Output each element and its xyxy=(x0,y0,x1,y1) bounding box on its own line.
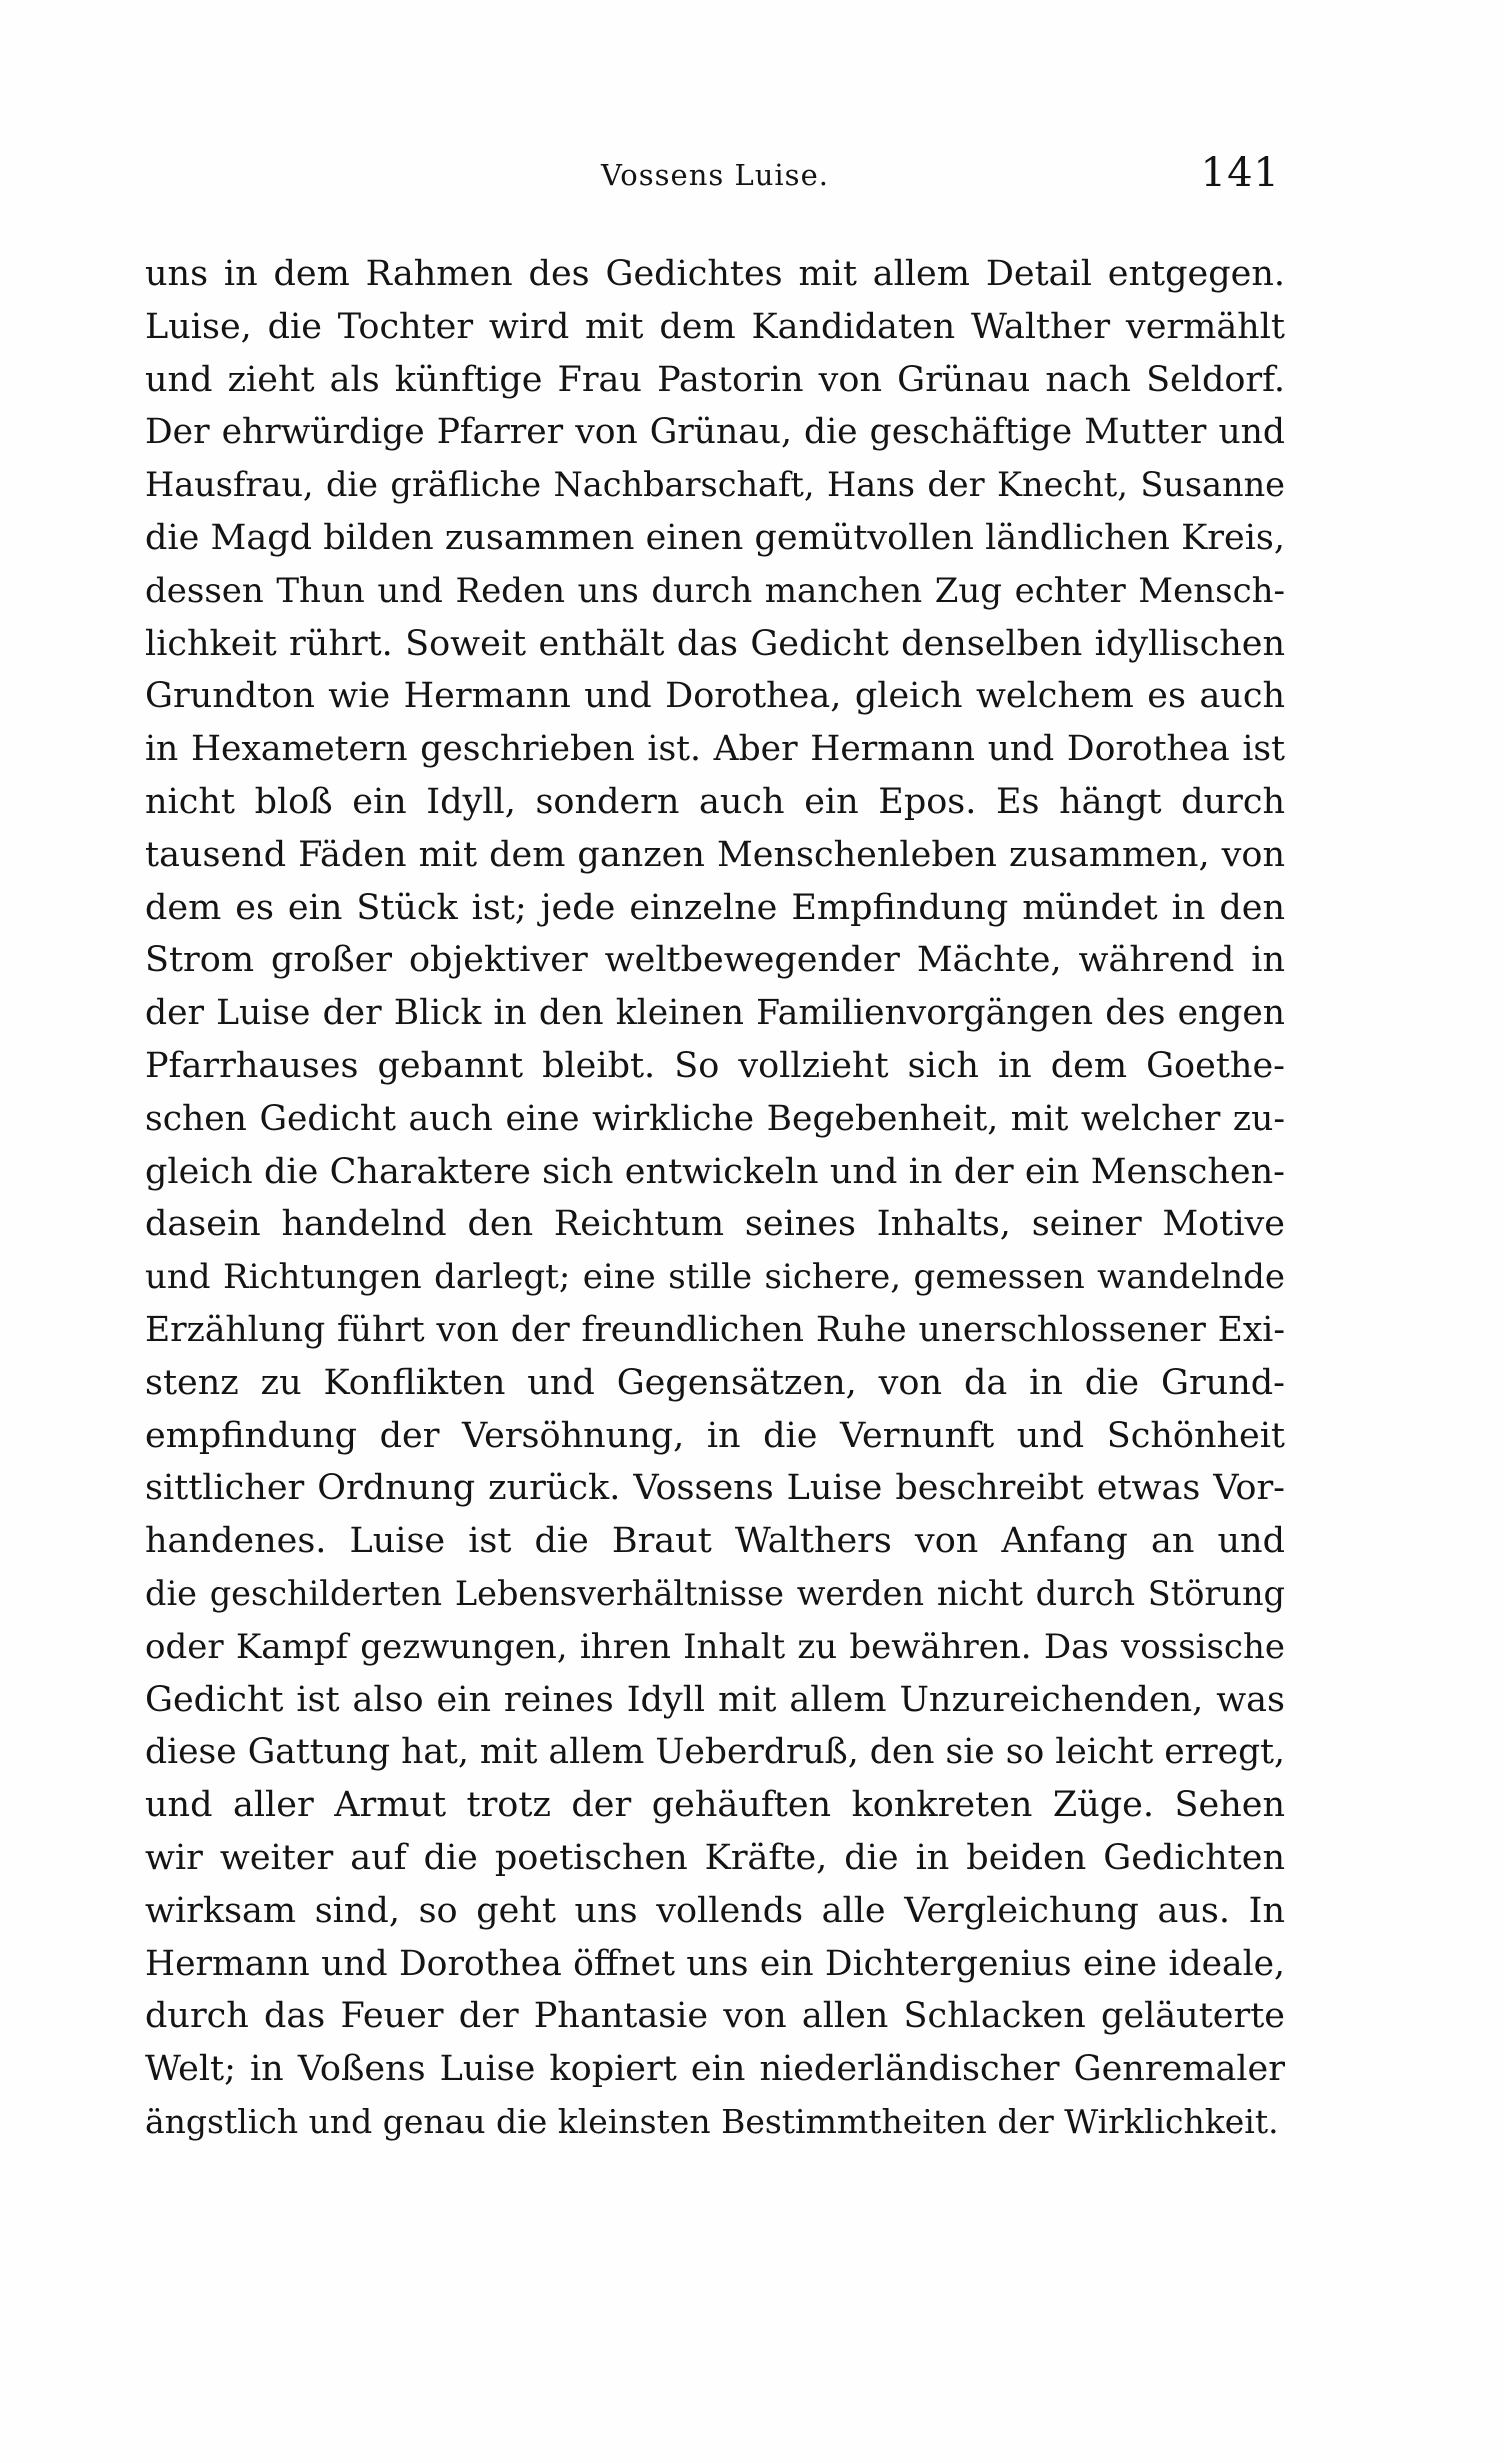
text-line: stenz zu Konflikten und Gegensätzen, von da in die Grund- xyxy=(145,1362,1285,1403)
text-line: Pfarrhauses gebannt bleibt. So vollzieht sich in dem Goethe- xyxy=(145,1045,1285,1086)
text-line: die Magd bilden zusammen einen gemütvollen ländlichen Kreis, xyxy=(145,517,1285,558)
running-head: Vossens Luise. xyxy=(601,158,829,192)
text-line: Grundton wie Hermann und Dorothea, gleich welchem es auch xyxy=(145,676,1285,717)
text-line: schen Gedicht auch eine wirkliche Begebenheit, mit welcher zu- xyxy=(145,1098,1285,1139)
text-line: der Luise der Blick in den kleinen Familienvorgängen des engen xyxy=(145,993,1285,1034)
text-line: durch das Feuer der Phantasie von allen Schlacken geläuterte xyxy=(145,1996,1285,2037)
text-line: Luise, die Tochter wird mit dem Kandidaten Walther vermählt xyxy=(145,306,1285,347)
text-line: sittlicher Ordnung zurück. Vossens Luise beschreibt etwas Vor- xyxy=(145,1468,1285,1509)
text-line: uns in dem Rahmen des Gedichtes mit allem Detail entgegen. xyxy=(145,254,1285,294)
text-line: diese Gattung hat, mit allem Ueberdruß, den sie so leicht erregt, xyxy=(145,1732,1285,1773)
text-line: lichkeit rührt. Soweit enthält das Gedicht denselben idyllischen xyxy=(145,623,1285,664)
text-line: gleich die Charaktere sich entwickeln und in der ein Menschen- xyxy=(145,1151,1285,1192)
body-text xyxy=(145,248,1285,2149)
text-line: wirksam sind, so geht uns vollends alle Vergleichung aus. In xyxy=(145,1890,1285,1931)
text-line: dasein handelnd den Reichtum seines Inhalts, seiner Motive xyxy=(145,1204,1285,1245)
text-line: Der ehrwürdige Pfarrer von Grünau, die geschäftige Mutter und xyxy=(145,412,1285,453)
text-line: Gedicht ist also ein reines Idyll mit allem Unzureichenden, was xyxy=(145,1679,1285,1720)
text-line: die geschilderten Lebensverhältnisse werden nicht durch Störung xyxy=(145,1573,1285,1613)
text-line: nicht bloß ein Idyll, sondern auch ein Epos. Es hängt durch xyxy=(145,781,1285,822)
text-line: Hermann und Dorothea öffnet uns ein Dichtergenius eine ideale, xyxy=(145,1943,1285,1984)
text-line: und Richtungen darlegt; eine stille sichere, gemessen wandelnde xyxy=(145,1257,1285,1298)
text-line: in Hexametern geschrieben ist. Aber Hermann und Dorothea ist xyxy=(145,729,1285,770)
text-line: und zieht als künftige Frau Pastorin von Grünau nach Seldorf. xyxy=(145,359,1285,400)
text-line: wir weiter auf die poetischen Kräfte, die in beiden Gedichten xyxy=(145,1837,1285,1878)
text-line: dessen Thun und Reden uns durch manchen Zug echter Mensch- xyxy=(145,570,1285,611)
page-header xyxy=(150,150,1280,210)
page-number: 141 xyxy=(1200,150,1280,196)
text-line: tausend Fäden mit dem ganzen Menschenleben zusammen, von xyxy=(145,834,1285,875)
text-line: empfindung der Versöhnung, in die Vernunft und Schönheit xyxy=(145,1415,1285,1456)
text-line: oder Kampf gezwungen, ihren Inhalt zu bewähren. Das vossische xyxy=(145,1626,1285,1667)
text-line: Strom großer objektiver weltbewegender Mächte, während in xyxy=(145,940,1285,981)
text-line: und aller Armut trotz der gehäuften konkreten Züge. Sehen xyxy=(145,1785,1285,1826)
text-line: Welt; in Voßens Luise kopiert ein niederländischer Genremaler xyxy=(145,2049,1285,2090)
text-line: handenes. Luise ist die Braut Walthers von Anfang an und xyxy=(145,1521,1285,1562)
text-line: Erzählung führt von der freundlichen Ruhe unerschlossener Exi- xyxy=(145,1309,1285,1350)
text-line: Hausfrau, die gräfliche Nachbarschaft, Hans der Knecht, Susanne xyxy=(145,465,1285,505)
text-line: ängstlich und genau die kleinsten Bestimmtheiten der Wirklichkeit. xyxy=(145,2101,1279,2141)
text-line: dem es ein Stück ist; jede einzelne Empfindung mündet in den xyxy=(145,887,1285,928)
